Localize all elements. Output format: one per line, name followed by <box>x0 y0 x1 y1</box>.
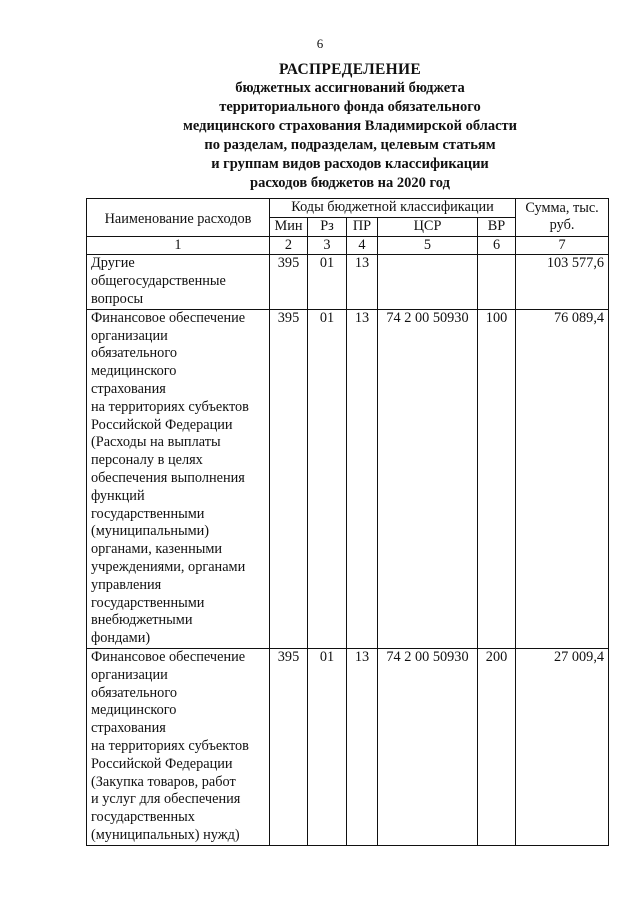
expense-name <box>87 255 270 309</box>
expense-name-line: обязательного <box>91 345 177 362</box>
title-line: расходов бюджетов на 2020 год <box>250 175 450 191</box>
header-rz: Рз <box>308 217 347 236</box>
expense-name-line: и услуг для обеспечения <box>91 791 241 808</box>
expense-name-line: вопросы <box>91 290 144 307</box>
table-row <box>87 309 609 648</box>
title-line: территориального фонда обязательного <box>219 99 481 115</box>
code-vr <box>478 255 516 309</box>
expense-name-line: персоналу в целях <box>91 452 203 469</box>
code-vr: 200 <box>478 648 516 845</box>
code-pr: 13 <box>347 309 378 648</box>
expense-name-line: Финансовое обеспечение <box>91 309 246 326</box>
amount: 103 577,6 <box>516 255 609 309</box>
code-rz: 01 <box>308 309 347 648</box>
code-pr: 13 <box>347 648 378 845</box>
header-csr: ЦСР <box>378 217 478 236</box>
code-min: 395 <box>270 255 308 309</box>
expense-name-line: фондами) <box>91 630 151 647</box>
expense-name-line: медицинского <box>91 363 177 380</box>
header-codes-group: Коды бюджетной классификации <box>270 199 516 218</box>
code-pr: 13 <box>347 255 378 309</box>
expense-name-line: государственными <box>91 594 205 611</box>
table-row <box>87 255 609 309</box>
code-csr: 74 2 00 50930 <box>378 309 478 648</box>
expense-name-line: страхования <box>91 380 166 397</box>
expense-name-line: внебюджетными <box>91 612 193 629</box>
expense-name-line: страхования <box>91 720 166 737</box>
expense-name-line: (Закупка товаров, работ <box>91 773 236 790</box>
header-vr: ВР <box>478 217 516 236</box>
column-number: 2 <box>270 236 308 255</box>
expense-name <box>87 648 270 845</box>
expense-name-line: общегосударственные <box>91 273 226 290</box>
title-line: медицинского страхования Владимирской области <box>182 118 518 134</box>
expense-name-line: (Расходы на выплаты <box>91 434 221 451</box>
table-body <box>87 255 609 845</box>
expense-name-line: Другие <box>91 255 135 272</box>
table-row <box>87 648 609 845</box>
expense-name-line: Финансовое обеспечение <box>91 648 246 665</box>
expense-name-line: органами, казенными <box>91 541 223 558</box>
expense-name-line: функций <box>91 487 145 504</box>
expense-name <box>87 309 270 648</box>
code-csr: 74 2 00 50930 <box>378 648 478 845</box>
column-number: 1 <box>87 236 270 255</box>
expense-name-line: (муниципальных) нужд) <box>91 826 240 843</box>
code-rz: 01 <box>308 648 347 845</box>
code-csr <box>378 255 478 309</box>
header-name: Наименование расходов <box>87 199 270 237</box>
column-number: 7 <box>516 236 609 255</box>
amount: 27 009,4 <box>516 648 609 845</box>
column-number: 5 <box>378 236 478 255</box>
code-rz: 01 <box>308 255 347 309</box>
code-vr: 100 <box>478 309 516 648</box>
expense-name-line: Российской Федерации <box>91 755 233 772</box>
page-number: 6 <box>316 36 324 51</box>
code-min: 395 <box>270 309 308 648</box>
column-number: 4 <box>347 236 378 255</box>
expense-name-line: обязательного <box>91 684 177 701</box>
code-min: 395 <box>270 648 308 845</box>
expense-name-line: организации <box>91 666 168 683</box>
expense-name-line: учреждениями, органами <box>91 558 246 575</box>
title-line: бюджетных ассигнований бюджета <box>235 80 465 96</box>
title-line: и группам видов расходов классификации <box>211 156 489 172</box>
expense-name-line: управления <box>91 576 162 593</box>
column-number: 6 <box>478 236 516 255</box>
expense-name-line: на территориях субъектов <box>91 737 249 754</box>
expense-name-line: на территориях субъектов <box>91 398 249 415</box>
expense-name-line: государственных <box>91 809 195 826</box>
expense-name-line: медицинского <box>91 702 177 719</box>
expense-name-line: Российской Федерации <box>91 416 233 433</box>
document-title <box>100 60 600 193</box>
expense-name-line: обеспечения выполнения <box>91 469 245 486</box>
header-min: Мин <box>270 217 308 236</box>
title-line: по разделам, подразделам, целевым статьям <box>204 137 496 153</box>
title-main: РАСПРЕДЕЛЕНИЕ <box>279 61 421 78</box>
amount: 76 089,4 <box>516 309 609 648</box>
expense-name-line: организации <box>91 327 168 344</box>
header-pr: ПР <box>347 217 378 236</box>
expense-name-line: государственными <box>91 505 205 522</box>
header-sum: Сумма, тыс. руб. <box>516 199 609 237</box>
column-number: 3 <box>308 236 347 255</box>
expense-name-line: (муниципальными) <box>91 523 210 540</box>
budget-table <box>86 198 609 846</box>
